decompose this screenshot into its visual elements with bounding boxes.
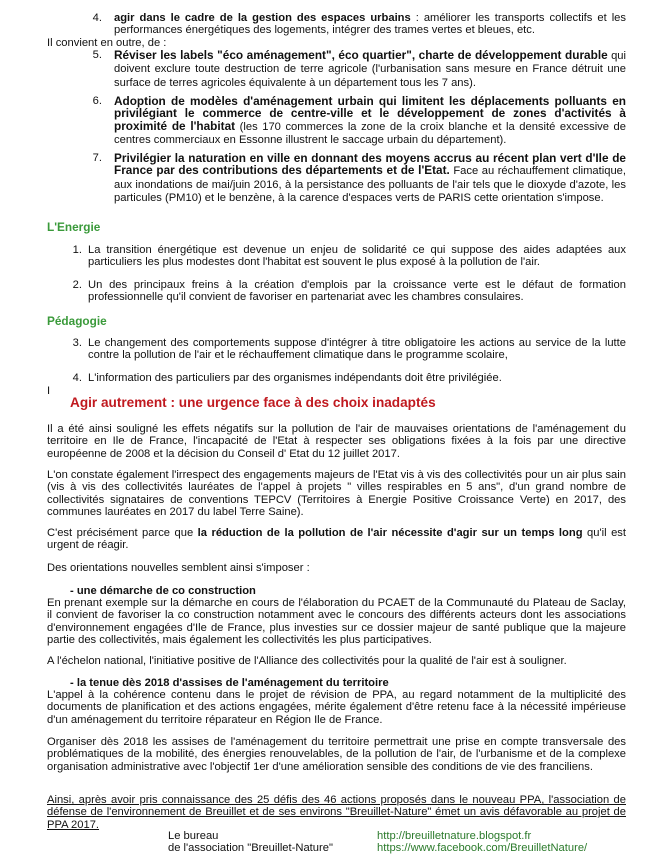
- paragraph-agir-3: [47, 527, 626, 552]
- body-text: : améliorer les transports collectifs et les performances énergétiques des logements, intégrer des trames vertes et bleues, etc.: [114, 12, 626, 37]
- blog-link[interactable]: http://breuilletnature.blogspot.fr: [377, 830, 532, 842]
- list-number: 5.: [92, 49, 102, 61]
- list-number: 6.: [92, 95, 102, 107]
- lead-text: Il convient en outre, de :: [47, 37, 167, 49]
- paragraph: La transition énergétique est devenue un enjeu de solidarité ce qui suppose des aides adaptées aux particuliers les plus modestes dont l'habitat est souvent le plus exposé à la pollution de l'air.: [88, 244, 626, 269]
- paragraph: [114, 12, 626, 37]
- paragraph-agir-1: Il a été ainsi souligné les effets négatifs sur la pollution de l'air de mauvaises orientations de l'aménagement du territoire en Ile de France, l'incapacité de l'Etat à respecter ses obligations fixées à la fois par une directive européenne de 2008 et la décision du Conseil d' Etat du 12 juillet 2017.: [47, 423, 626, 460]
- paragraph-agir-5: En prenant exemple sur la démarche en cours de l'élaboration du PCAET de la Communauté du Plateau de Saclay, il convient de favoriser la co construction notamment avec le concours des différents acteurs dont les associations d'environnement engagées d'Ile de France, plus investies sur ce dossier majeur de santé publique que la majeure partie des collectivités, mais également les collectivités les plus participatives.: [47, 597, 626, 647]
- paragraph: [114, 152, 626, 205]
- stray-mark: I: [47, 385, 51, 397]
- list-number: 7.: [92, 152, 102, 164]
- bold-text: la réduction de la pollution de l'air nécessite d'agir sur un temps long: [197, 527, 583, 539]
- body-text: qui doivent exclure toute destruction de terre agricole (l'urbanisation sans mesure en France détruit une surface de terres agricoles équivalente à un département tous les 7 ans).: [114, 50, 626, 89]
- section-heading-energie: L'Energie: [47, 220, 101, 234]
- bold-lead: Privilégier la naturation en ville en donnant des moyens accrus au récent plan vert d'Ile de France par des contributions des départements et de l'Etat.: [114, 151, 626, 178]
- paragraph: Le changement des comportements suppose d'intégrer à titre obligatoire les actions au service de la lutte contre la pollution de l'air et le réchauffement climatique dans le programme scolaire,: [88, 337, 626, 362]
- signature-line-1: Le bureau: [168, 830, 219, 842]
- subheading-co-construction: - une démarche de co construction: [70, 585, 256, 597]
- facebook-link[interactable]: https://www.facebook.com/BreuilletNature/: [377, 842, 588, 854]
- paragraph-agir-2: L'on constate également l'irrespect des engagements majeurs de l'Etat vis à vis des collectivités pour un air plus sain (vis à vis des collectivités lauréates de l'appel à projets " villes respirables en 5 ans", d'un grand nombre de collectivités signataires de conventions TEPCV (Territoires à Energie Positive Croissance Verte) en 2017, des communes lauréates en 2017 du label Terre Saine).: [47, 469, 626, 519]
- paragraph: [114, 95, 626, 147]
- body-text: (les 170 commerces la zone de la croix blanche et la densité excessive de centres commerciaux en Essonne illustrent le saccage urbain du département).: [114, 120, 627, 147]
- paragraph-agir-6: A l'échelon national, l'initiative positive de l'Alliance des collectivités pour la qualité de l'air est à souligner.: [47, 655, 567, 667]
- paragraph-agir-7: L'appel à la cohérence contenu dans le projet de révision de PPA, au regard notamment de la multiplicité des documents de planification et des actions engagées, mérite également d'être retenu face à la nécessité impérieuse d'un aménagement du territoire réparateur en Région Ile de France.: [47, 689, 626, 726]
- list-number: 4.: [72, 372, 82, 384]
- bold-lead: agir dans le cadre de la gestion des espaces urbains: [114, 12, 411, 24]
- bold-lead: Réviser les labels "éco aménagement", éco quartier", charte de développement durable: [114, 48, 608, 62]
- paragraph: L'information des particuliers par des organismes indépendants doit être privilégiée.: [88, 372, 502, 384]
- bold-lead: Adoption de modèles d'aménagement urbain qui limitent les déplacements polluants en privilégiant le commerce de centre-ville et le développement de zones d'activités à proximité de l'habitat: [114, 94, 626, 133]
- text: C'est précisément parce que: [47, 527, 198, 539]
- section-heading-agir: Agir autrement : une urgence face à des choix inadaptés: [70, 395, 436, 410]
- list-number: 1.: [72, 244, 82, 256]
- section-heading-pedagogie: Pédagogie: [47, 314, 107, 328]
- list-number: 2.: [72, 279, 82, 291]
- body-text: Face au réchauffement climatique, aux inondations de mai/juin 2016, à la persistance des polluants de l'air tels que le dioxyde d'azote, les particules (PM10) et le benzène, à la carence d'espaces verts de PARIS cette orientation s'impose.: [114, 165, 627, 205]
- paragraph-agir-4: Des orientations nouvelles semblent ainsi s'imposer :: [47, 562, 310, 574]
- list-number: 4.: [92, 12, 102, 24]
- conclusion: Ainsi, après avoir pris connaissance des 25 défis des 46 actions proposés dans le nouveau PPA, l'association de défense de l'environnement de Breuillet et de ses environs "Breuillet-Nature" émet un avis défavorable au projet de PPA 2017.: [47, 794, 626, 831]
- text: qu'il est urgent de réagir.: [47, 527, 626, 552]
- subheading-assises: - la tenue dès 2018 d'assises de l'aménagement du territoire: [70, 677, 389, 689]
- paragraph: Un des principaux freins à la création d'emplois par la croissance verte est le défaut de formation professionnelle qu'il convient de favoriser en partenariat avec les chambres consulaires.: [88, 279, 626, 304]
- paragraph: [114, 49, 626, 89]
- paragraph-agir-8: Organiser dès 2018 les assises de l'aménagement du territoire permettrait une prise en compte transversale des problématiques de la mobilité, des énergies renouvelables, de la pollution de l'air, de l'urbanisme et de la complexe organisation administrative avec l'objectif 1er d'une amélioration sensible des conditions de vie des franciliens.: [47, 736, 626, 773]
- list-number: 3.: [72, 337, 82, 349]
- signature-line-2: de l'association "Breuillet-Nature": [168, 842, 333, 854]
